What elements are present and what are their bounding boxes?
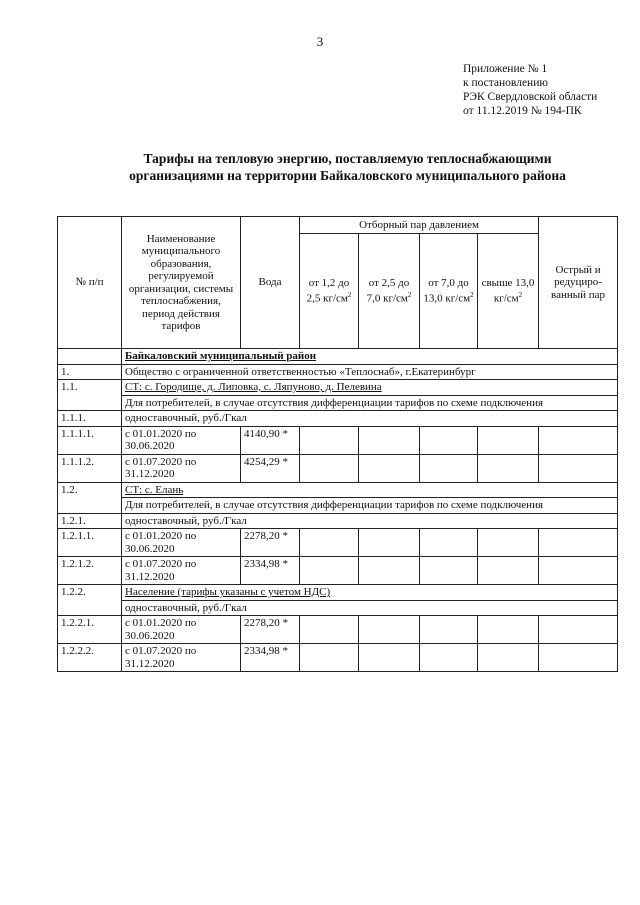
water-tariff: 2278,20 * <box>241 616 300 644</box>
water-tariff: 2278,20 * <box>241 529 300 557</box>
header-water: Вода <box>241 217 300 349</box>
period-text: с 01.07.2020 по 31.12.2020 <box>122 644 241 672</box>
consumer-group: Для потребителей, в случае отсутствия дифференциации тарифов по схеме подключения <box>122 395 618 411</box>
table-row <box>58 644 618 672</box>
rate-name: одноставочный, руб./Гкал <box>122 513 618 529</box>
period-num: 1.2.1.2. <box>58 557 122 585</box>
appendix-line-4: от 11.12.2019 № 194-ПК <box>463 105 582 117</box>
population-num-cell <box>58 600 122 616</box>
period-num: 1.1.1.2. <box>58 454 122 482</box>
rate-num: 1.2.1. <box>58 513 122 529</box>
table-row <box>58 529 618 557</box>
table-row <box>58 616 618 644</box>
district-num-cell <box>58 349 122 365</box>
consumer-group: Для потребителей, в случае отсутствия дифференциации тарифов по схеме подключения <box>122 498 618 514</box>
period-num: 1.2.2.1. <box>58 616 122 644</box>
population-rate-name: одноставочный, руб./Гкал <box>122 600 618 616</box>
appendix-line-1: Приложение № 1 <box>463 63 548 75</box>
district-name: Байкаловский муниципальный район <box>122 349 618 365</box>
header-steam-2: от 2,5 до 7,0 $кг/см^2$ <box>359 234 420 349</box>
title-line-2: организациями на территории Байкаловского муниципального района <box>129 168 566 183</box>
org-num: 1. <box>58 364 122 380</box>
period-text: с 01.01.2020 по 30.06.2020 <box>122 529 241 557</box>
header-steam-group: Отборный пар давлением <box>300 217 539 234</box>
document-title <box>60 150 635 184</box>
table-row <box>58 426 618 454</box>
header-steam-3: от 7,0 до 13,0 $кг/см^2$ <box>420 234 478 349</box>
header-steam-4: свыше 13,0 $кг/см^2$ <box>478 234 539 349</box>
system-num: 1.1. <box>58 380 122 396</box>
page-number: 3 <box>316 34 324 49</box>
system-name: СТ: с. Городище, д. Липовка, с. Ляпуново, д. Пелевина <box>122 380 618 396</box>
period-num: 1.2.2.2. <box>58 644 122 672</box>
header-name: Наименование муниципального образования, регулируемой организации, системы теплоснабжения, период действия тарифов <box>122 217 241 349</box>
period-text: с 01.01.2020 по 30.06.2020 <box>122 616 241 644</box>
period-text: с 01.07.2020 по 31.12.2020 <box>122 557 241 585</box>
org-name: Общество с ограниченной ответственностью «Теплоснаб», г.Екатеринбург <box>122 364 618 380</box>
population-num: 1.2.2. <box>58 585 122 601</box>
table-row <box>58 454 618 482</box>
water-tariff: 4254,29 * <box>241 454 300 482</box>
period-text: с 01.07.2020 по 31.12.2020 <box>122 454 241 482</box>
header-num: № п/п <box>58 217 122 349</box>
title-line-1: Тарифы на тепловую энергию, поставляемую теплоснабжающими <box>143 151 552 166</box>
system-num-cell <box>58 498 122 514</box>
appendix-line-3: РЭК Свердловской области <box>463 91 598 103</box>
system-num-cell <box>58 395 122 411</box>
appendix-line-2: к постановлению <box>463 77 548 89</box>
appendix-block <box>463 62 597 118</box>
rate-name: одноставочный, руб./Гкал <box>122 411 618 427</box>
water-tariff: 4140,90 * <box>241 426 300 454</box>
rate-num: 1.1.1. <box>58 411 122 427</box>
water-tariff: 2334,98 * <box>241 644 300 672</box>
period-num: 1.1.1.1. <box>58 426 122 454</box>
period-num: 1.2.1.1. <box>58 529 122 557</box>
population-name: Население (тарифы указаны с учетом НДС) <box>122 585 618 601</box>
water-tariff: 2334,98 * <box>241 557 300 585</box>
system-num: 1.2. <box>58 482 122 498</box>
period-text: с 01.01.2020 по 30.06.2020 <box>122 426 241 454</box>
tariff-table <box>57 216 618 672</box>
header-sharp-steam: Острый и редуциро-ванный пар <box>539 217 618 349</box>
table-row <box>58 557 618 585</box>
system-name: СТ: с. Елань <box>122 482 618 498</box>
header-steam-1: от 1,2 до 2,5 $кг/см^2$ <box>300 234 359 349</box>
